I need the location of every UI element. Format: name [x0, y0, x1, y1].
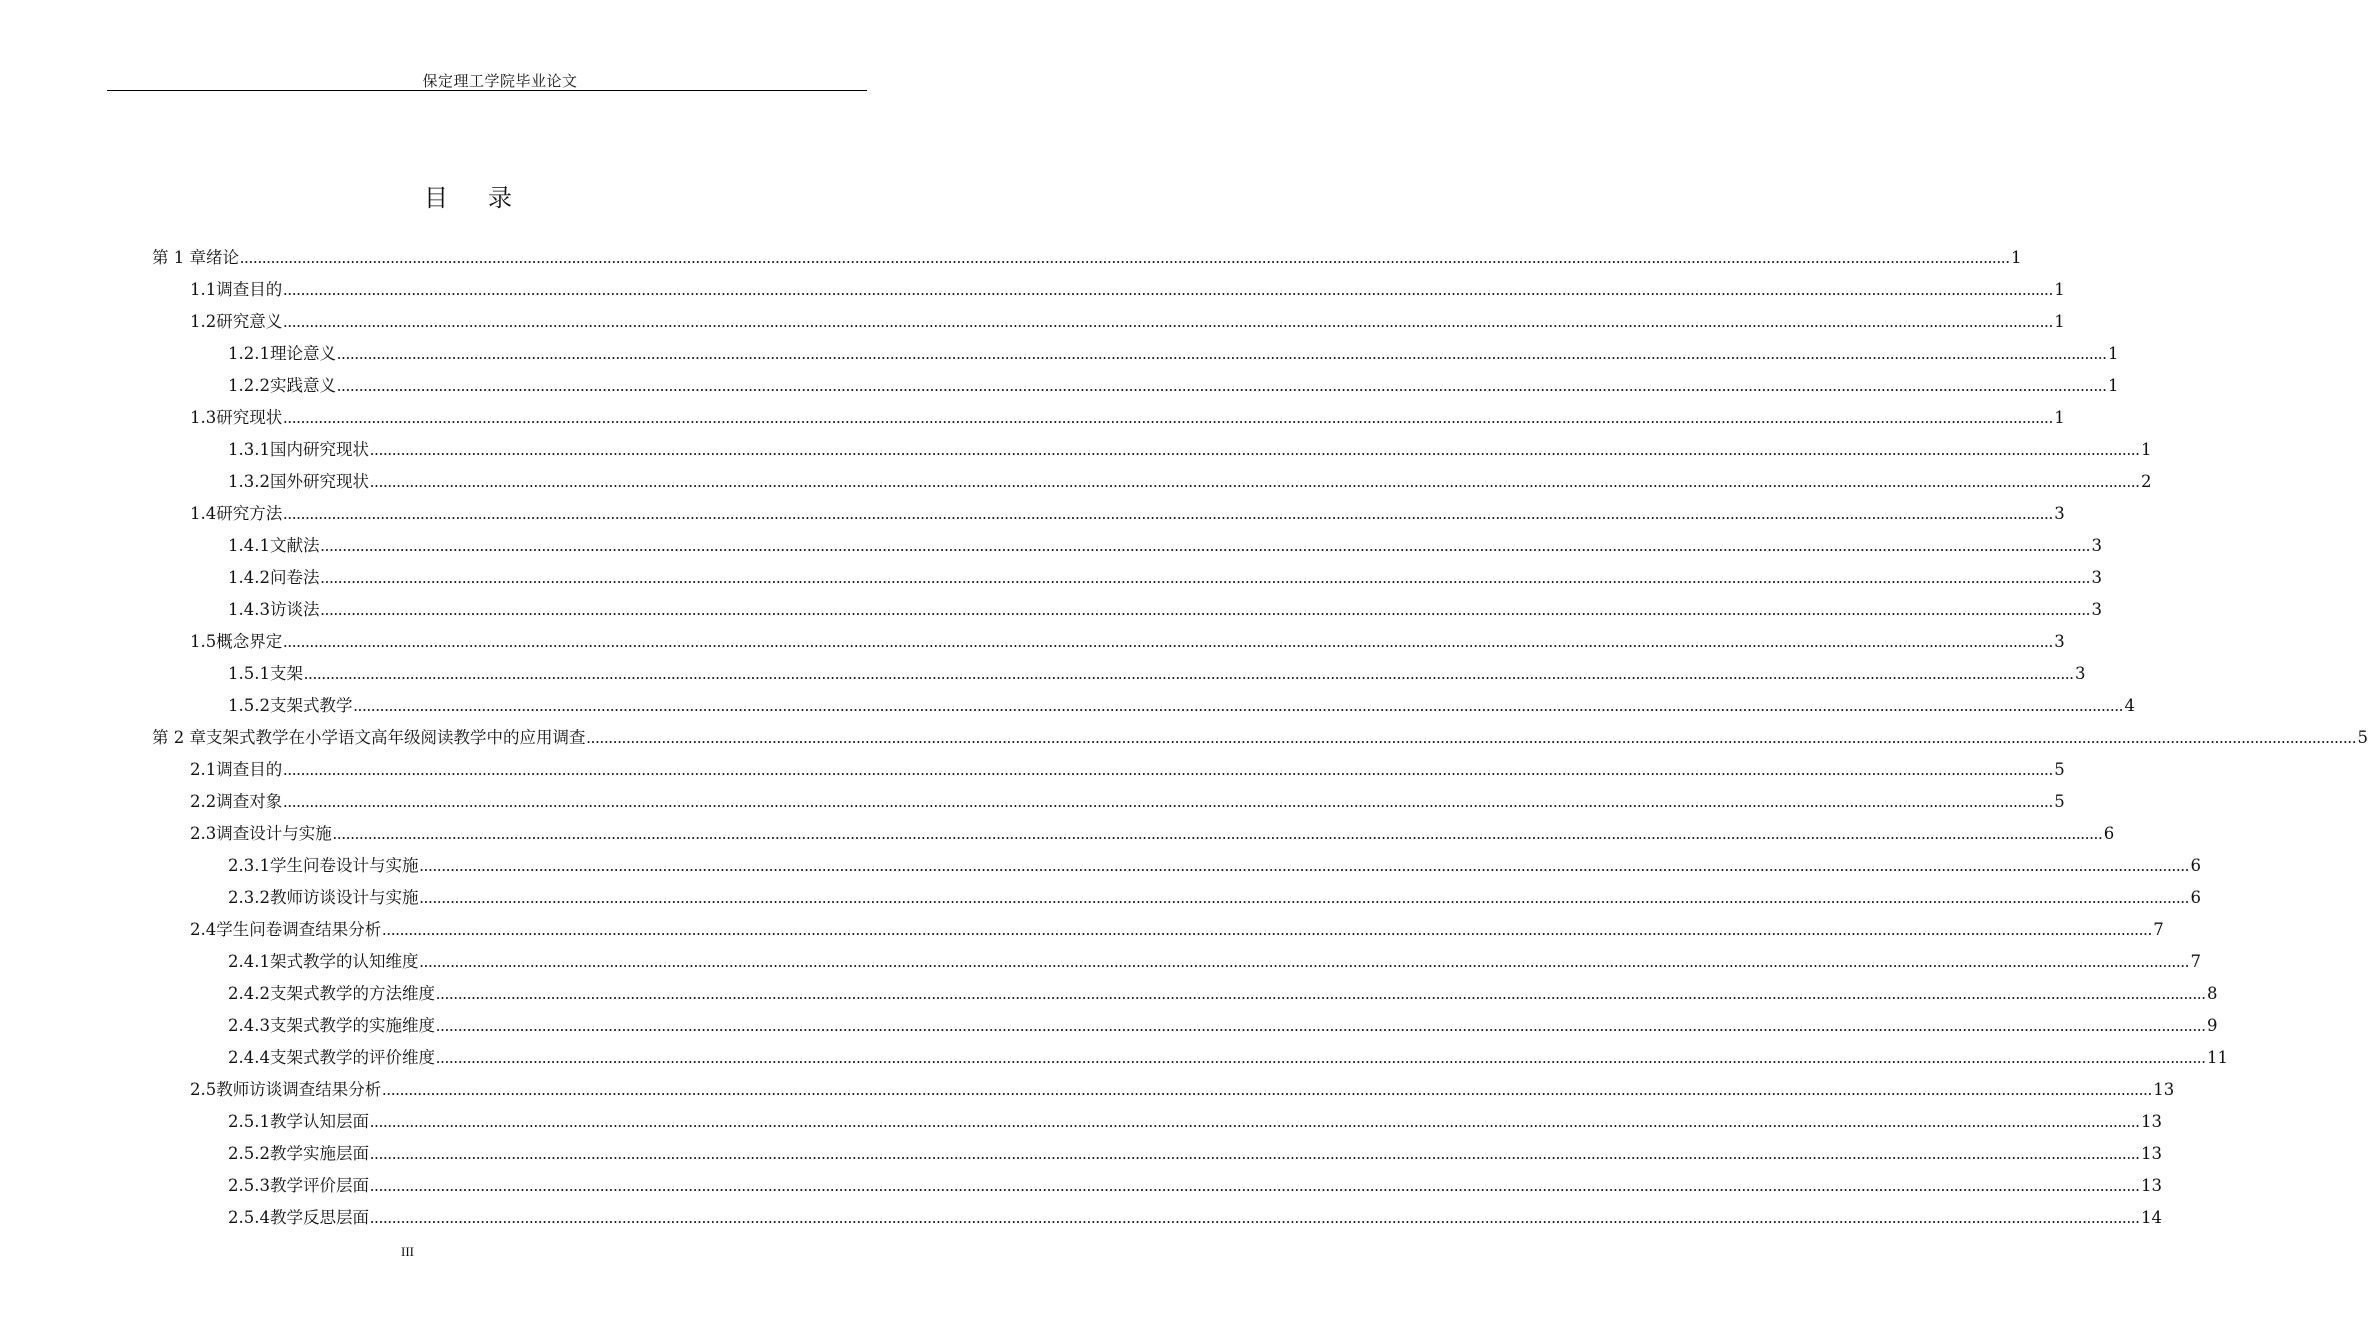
toc-entry[interactable]	[0, 978, 2218, 1010]
dot-leader: ................................................................................................................................................................................................................................................................................................................................................................................................................	[283, 760, 2054, 779]
toc-entry[interactable]	[0, 914, 2164, 946]
dot-leader: ................................................................................................................................................................................................................................................................................................................................................................................................................	[369, 1176, 2140, 1195]
dot-leader: ................................................................................................................................................................................................................................................................................................................................................................................................................	[435, 984, 2206, 1003]
toc-entry-number: 1.2.2	[228, 376, 270, 395]
toc-entry-label: 支架式教学在小学语文高年级阅读教学中的应用调查	[206, 728, 586, 747]
dot-leader: ................................................................................................................................................................................................................................................................................................................................................................................................................	[336, 376, 2107, 395]
toc-entry-label: 教学评价层面	[269, 1176, 369, 1195]
toc-entry-page: 3	[2074, 664, 2086, 683]
toc-entry-number: 第 1 章	[152, 248, 206, 267]
dot-leader: ................................................................................................................................................................................................................................................................................................................................................................................................................	[240, 248, 2010, 267]
toc-entry-page: 3	[2054, 632, 2065, 651]
dot-leader: ................................................................................................................................................................................................................................................................................................................................................................................................................	[419, 856, 2190, 875]
toc-entry[interactable]	[0, 882, 2201, 914]
dot-leader: ................................................................................................................................................................................................................................................................................................................................................................................................................	[320, 568, 2091, 587]
toc-entry-label: 国外研究现状	[269, 472, 369, 491]
dot-leader: ................................................................................................................................................................................................................................................................................................................................................................................................................	[320, 536, 2091, 555]
toc-entry-number: 1.4.3	[228, 600, 270, 619]
toc-entry-number: 1.4.2	[228, 568, 270, 587]
dot-leader: ................................................................................................................................................................................................................................................................................................................................................................................................................	[353, 696, 2124, 715]
toc-entry-label: 支架	[269, 664, 303, 683]
toc-entry-page: 8	[2206, 984, 2218, 1003]
toc-entry-page: 6	[2103, 824, 2115, 843]
toc-entry-label: 学生问卷设计与实施	[269, 856, 419, 875]
toc-entry-label: 教师访谈设计与实施	[269, 888, 419, 907]
toc-entry[interactable]	[0, 946, 2201, 978]
toc-entry-number: 第 2 章	[152, 728, 206, 747]
toc-entry-page: 3	[2091, 600, 2102, 619]
toc-entry-page: 6	[2190, 888, 2201, 907]
toc-entry[interactable]	[0, 530, 2102, 562]
toc-entry-page: 4	[2124, 696, 2135, 715]
toc-entry-page: 1	[2107, 344, 2119, 363]
toc-entry-number: 2.4	[190, 920, 217, 939]
dot-leader: ................................................................................................................................................................................................................................................................................................................................................................................................................	[419, 888, 2190, 907]
toc-entry-label: 研究方法	[216, 504, 283, 523]
toc-entry-page: 1	[2107, 376, 2119, 395]
toc-entry-number: 1.5	[190, 632, 217, 651]
dot-leader: ................................................................................................................................................................................................................................................................................................................................................................................................................	[283, 312, 2054, 331]
toc-entry[interactable]	[0, 818, 2115, 850]
toc-entry-number: 2.2	[190, 792, 217, 811]
toc-entry[interactable]	[0, 1138, 2162, 1170]
toc-entry-label: 绪论	[206, 248, 239, 267]
dot-leader: ................................................................................................................................................................................................................................................................................................................................................................................................................	[369, 1144, 2140, 1163]
toc-entry[interactable]	[0, 1202, 2162, 1234]
toc-entry-number: 1.3	[190, 408, 217, 427]
toc-entry[interactable]	[0, 594, 2102, 626]
toc-entry-page: 1	[2011, 248, 2022, 267]
toc-entry-number: 1.5.2	[228, 696, 270, 715]
toc-entry-page: 3	[2091, 536, 2102, 555]
toc-entry-label: 支架式教学	[269, 696, 353, 715]
toc-entry-number: 1.2	[190, 312, 217, 331]
toc-entry-page: 11	[2206, 1048, 2228, 1067]
toc-entry-number: 1.4.1	[228, 536, 270, 555]
toc-entry-number: 2.4.3	[228, 1016, 270, 1035]
toc-entry-label: 教学实施层面	[269, 1144, 369, 1163]
toc-entry-page: 1	[2054, 408, 2065, 427]
toc-entry[interactable]	[0, 786, 2065, 818]
dot-leader: ................................................................................................................................................................................................................................................................................................................................................................................................................	[435, 1048, 2206, 1067]
dot-leader: ................................................................................................................................................................................................................................................................................................................................................................................................................	[369, 1112, 2140, 1131]
dot-leader: ................................................................................................................................................................................................................................................................................................................................................................................................................	[332, 824, 2103, 843]
dot-leader: ................................................................................................................................................................................................................................................................................................................................................................................................................	[283, 408, 2054, 427]
dot-leader: ................................................................................................................................................................................................................................................................................................................................................................................................................	[283, 280, 2054, 299]
toc-entry-label: 文献法	[269, 536, 320, 555]
dot-leader: ................................................................................................................................................................................................................................................................................................................................................................................................................	[303, 664, 2074, 683]
toc-entry-label: 调查目的	[216, 760, 283, 779]
toc-entry-label: 支架式教学的实施维度	[269, 1016, 435, 1035]
table-of-contents	[0, 242, 2368, 1234]
toc-entry-label: 问卷法	[269, 568, 320, 587]
toc-entry-label: 支架式教学的方法维度	[269, 984, 435, 1003]
toc-entry-page: 1	[2054, 280, 2065, 299]
toc-entry-page: 13	[2153, 1080, 2175, 1099]
dot-leader: ................................................................................................................................................................................................................................................................................................................................................................................................................	[586, 728, 2357, 747]
toc-entry-number: 2.5.3	[228, 1176, 270, 1195]
toc-entry[interactable]	[0, 306, 2065, 338]
dot-leader: ................................................................................................................................................................................................................................................................................................................................................................................................................	[382, 920, 2153, 939]
toc-entry-page: 3	[2054, 504, 2065, 523]
toc-entry[interactable]	[0, 274, 2065, 306]
toc-entry-number: 1.3.2	[228, 472, 270, 491]
toc-entry[interactable]	[0, 562, 2102, 594]
toc-entry-number: 2.5.1	[228, 1112, 270, 1131]
toc-entry[interactable]	[0, 242, 2022, 274]
toc-entry[interactable]	[0, 1010, 2218, 1042]
toc-entry-number: 2.4.1	[228, 952, 270, 971]
toc-entry-page: 6	[2190, 856, 2201, 875]
toc-entry-label: 教学反思层面	[269, 1208, 369, 1227]
dot-leader: ................................................................................................................................................................................................................................................................................................................................................................................................................	[283, 792, 2054, 811]
dot-leader: ................................................................................................................................................................................................................................................................................................................................................................................................................	[369, 1208, 2140, 1227]
toc-entry[interactable]	[0, 626, 2065, 658]
toc-entry[interactable]	[0, 338, 2119, 370]
dot-leader: ................................................................................................................................................................................................................................................................................................................................................................................................................	[369, 472, 2140, 491]
dot-leader: ................................................................................................................................................................................................................................................................................................................................................................................................................	[369, 440, 2140, 459]
toc-entry-page: 7	[2153, 920, 2164, 939]
toc-entry[interactable]	[0, 690, 2135, 722]
toc-entry-label: 研究现状	[216, 408, 283, 427]
toc-entry-label: 调查对象	[216, 792, 283, 811]
toc-entry-number: 2.5.2	[228, 1144, 270, 1163]
toc-entry-label: 概念界定	[216, 632, 283, 651]
toc-entry-label: 研究意义	[216, 312, 283, 331]
toc-entry-label: 支架式教学的评价维度	[269, 1048, 435, 1067]
running-header: 保定理工学院毕业论文	[422, 72, 578, 90]
toc-entry-page: 7	[2190, 952, 2201, 971]
toc-entry-label: 架式教学的认知维度	[269, 952, 419, 971]
toc-entry[interactable]	[0, 370, 2119, 402]
dot-leader: ................................................................................................................................................................................................................................................................................................................................................................................................................	[382, 1080, 2153, 1099]
toc-entry[interactable]	[0, 466, 2152, 498]
dot-leader: ................................................................................................................................................................................................................................................................................................................................................................................................................	[283, 504, 2054, 523]
toc-entry-label: 调查设计与实施	[216, 824, 332, 843]
toc-entry-label: 国内研究现状	[269, 440, 369, 459]
toc-entry-number: 2.4.2	[228, 984, 270, 1003]
toc-entry-page: 5	[2054, 792, 2065, 811]
toc-entry-number: 2.5	[190, 1080, 217, 1099]
toc-entry-number: 2.5.4	[228, 1208, 270, 1227]
toc-entry-label: 学生问卷调查结果分析	[216, 920, 382, 939]
page-number: III	[401, 1244, 414, 1259]
dot-leader: ................................................................................................................................................................................................................................................................................................................................................................................................................	[336, 344, 2107, 363]
toc-entry-page: 5	[2357, 728, 2368, 747]
toc-entry-page: 13	[2140, 1176, 2162, 1195]
toc-entry-number: 1.4	[190, 504, 217, 523]
toc-entry-page: 14	[2140, 1208, 2162, 1227]
toc-entry-label: 实践意义	[269, 376, 336, 395]
dot-leader: ................................................................................................................................................................................................................................................................................................................................................................................................................	[435, 1016, 2206, 1035]
toc-entry-page: 3	[2091, 568, 2102, 587]
toc-entry[interactable]	[0, 498, 2065, 530]
toc-entry-label: 教学认知层面	[269, 1112, 369, 1131]
dot-leader: ................................................................................................................................................................................................................................................................................................................................................................................................................	[419, 952, 2190, 971]
toc-entry-page: 13	[2140, 1112, 2162, 1131]
toc-entry-page: 5	[2054, 760, 2065, 779]
toc-entry-label: 理论意义	[269, 344, 336, 363]
toc-entry-number: 1.5.1	[228, 664, 270, 683]
toc-entry[interactable]	[0, 1170, 2162, 1202]
toc-entry-number: 2.3.1	[228, 856, 270, 875]
toc-entry[interactable]	[0, 1106, 2162, 1138]
toc-entry-page: 1	[2140, 440, 2152, 459]
toc-entry[interactable]	[0, 722, 2368, 754]
toc-entry[interactable]	[0, 1042, 2228, 1074]
toc-title: 目录	[424, 184, 552, 212]
toc-entry-number: 1.3.1	[228, 440, 270, 459]
toc-entry-label: 访谈法	[269, 600, 320, 619]
toc-entry-label: 调查目的	[216, 280, 283, 299]
toc-entry[interactable]	[0, 754, 2065, 786]
toc-entry[interactable]	[0, 658, 2086, 690]
toc-entry-page: 2	[2140, 472, 2152, 491]
toc-entry[interactable]	[0, 1074, 2175, 1106]
dot-leader: ................................................................................................................................................................................................................................................................................................................................................................................................................	[283, 632, 2054, 651]
toc-entry-number: 2.3.2	[228, 888, 270, 907]
toc-entry-number: 1.2.1	[228, 344, 270, 363]
toc-entry-number: 2.4.4	[228, 1048, 270, 1067]
toc-entry-page: 1	[2054, 312, 2065, 331]
toc-entry[interactable]	[0, 434, 2152, 466]
toc-entry-number: 1.1	[190, 280, 217, 299]
toc-entry[interactable]	[0, 402, 2065, 434]
header-rule	[107, 90, 867, 91]
toc-entry-label: 教师访谈调查结果分析	[216, 1080, 382, 1099]
toc-entry-page: 13	[2140, 1144, 2162, 1163]
toc-entry-page: 9	[2206, 1016, 2218, 1035]
toc-entry[interactable]	[0, 850, 2201, 882]
toc-entry-number: 2.1	[190, 760, 217, 779]
dot-leader: ................................................................................................................................................................................................................................................................................................................................................................................................................	[320, 600, 2091, 619]
toc-entry-number: 2.3	[190, 824, 217, 843]
